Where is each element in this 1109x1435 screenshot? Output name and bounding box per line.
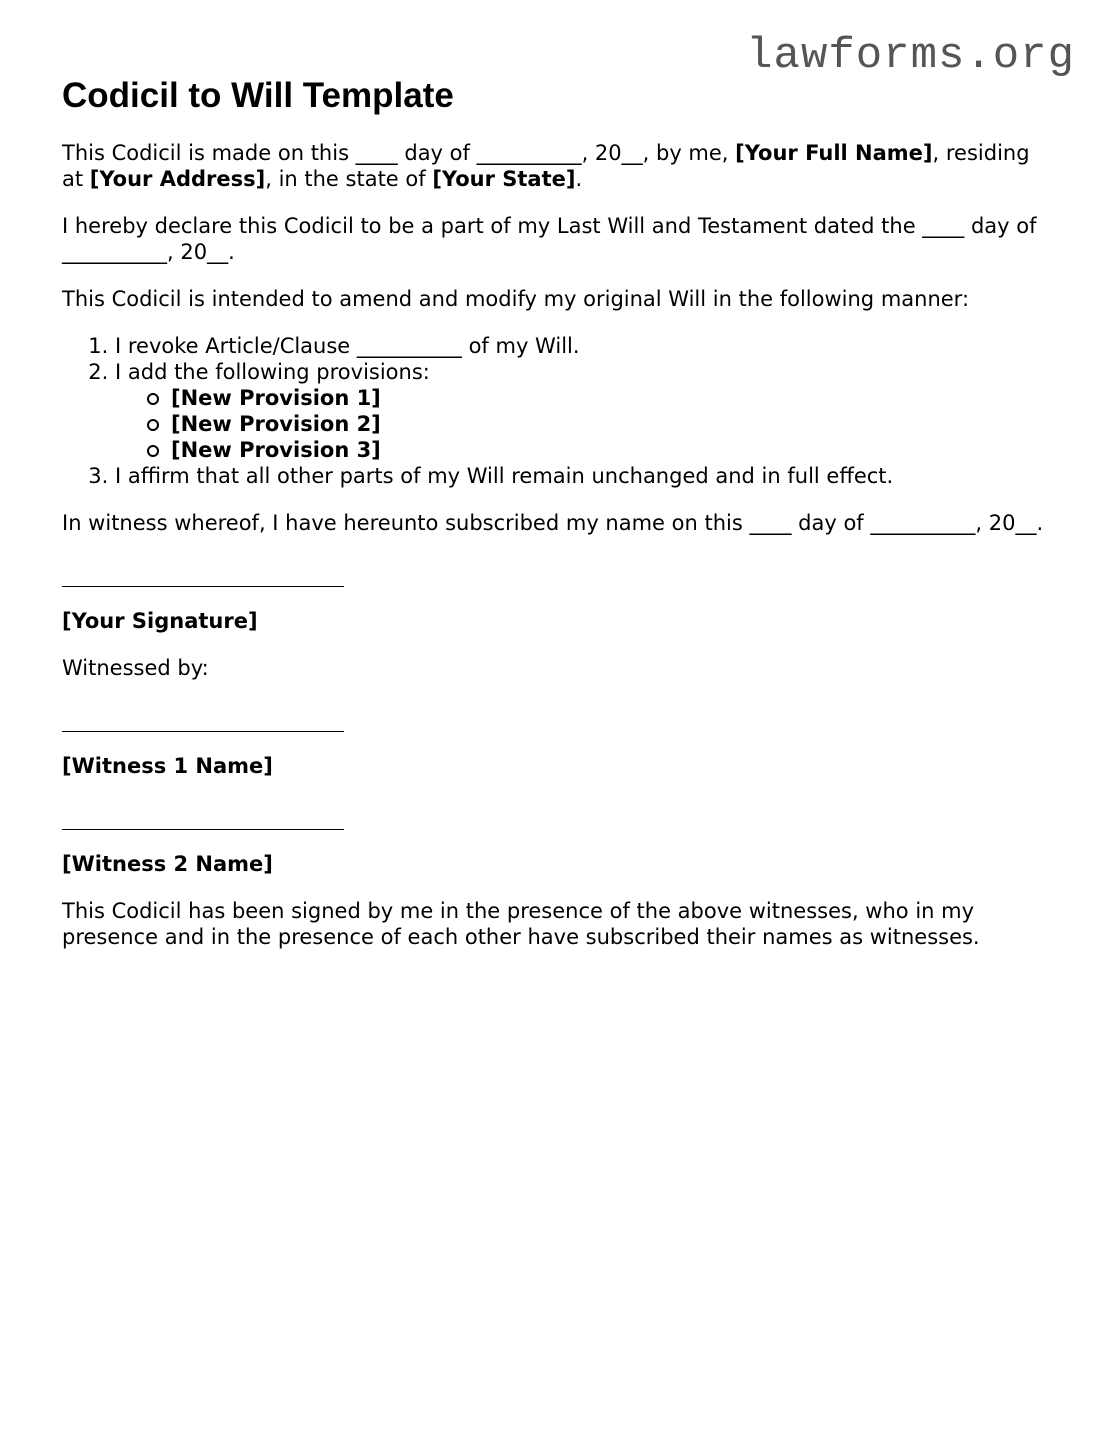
watermark-logo: lawforms.org	[746, 31, 1075, 81]
list-item-affirm: 3. I affirm that all other parts of my Will remain unchanged and in full effect.	[115, 463, 1052, 489]
witness2-label	[62, 851, 1052, 877]
provisions-list	[115, 385, 1052, 463]
declaration-paragraph: I hereby declare this Codicil to be a part of my Last Will and Testament dated the ____ day of __________, 20__.	[62, 214, 1037, 264]
state-placeholder: [Your State]	[432, 167, 576, 191]
witness-clause: In witness whereof, I have hereunto subscribed my name on this ____ day of __________, 20__.	[62, 511, 1044, 535]
hollow-bullet-icon	[147, 419, 159, 431]
amendment-list	[62, 333, 1052, 489]
witnessed-by-label: Witnessed by:	[62, 656, 209, 680]
hollow-bullet-icon	[147, 393, 159, 405]
intro-paragraph	[62, 140, 1052, 192]
provision-text: [New Provision 1]	[171, 386, 381, 410]
signature-label-text: [Your Signature]	[62, 609, 258, 633]
intro-text-c: , in the state of	[265, 167, 433, 191]
provision-item	[147, 411, 1052, 437]
witness1-label	[62, 753, 1052, 779]
signature-line	[62, 574, 344, 587]
intro-text-a: This Codicil is made on this ____ day of __________, 20__, by me,	[62, 141, 736, 165]
list-item-add	[115, 359, 1052, 463]
address-placeholder: [Your Address]	[89, 167, 266, 191]
list-item-add-label: I add the following provisions:	[115, 360, 430, 384]
document-title: Codicil to Will Template	[62, 76, 454, 115]
witness1-label-text: [Witness 1 Name]	[62, 754, 273, 778]
hollow-bullet-icon	[147, 445, 159, 457]
closing-paragraph: This Codicil has been signed by me in the presence of the above witnesses, who in my presence and in the presence of each other have subscribed their names as witnesses.	[62, 899, 980, 949]
provision-text: [New Provision 3]	[171, 438, 381, 462]
provision-text: [New Provision 2]	[171, 412, 381, 436]
signature-label	[62, 608, 1052, 634]
intent-paragraph: This Codicil is intended to amend and modify my original Will in the following manner:	[62, 287, 970, 311]
full-name-placeholder: [Your Full Name]	[735, 141, 933, 165]
provision-item	[147, 437, 1052, 463]
document-page	[62, 76, 1052, 971]
witness1-signature-line	[62, 719, 344, 732]
list-item-revoke: 1. I revoke Article/Clause __________ of my Will.	[115, 333, 1052, 359]
intro-text-d: .	[575, 167, 583, 191]
intro-text-b: , residing at	[62, 141, 1030, 191]
witness2-label-text: [Witness 2 Name]	[62, 852, 273, 876]
witness2-signature-line	[62, 817, 344, 830]
provision-item	[147, 385, 1052, 411]
